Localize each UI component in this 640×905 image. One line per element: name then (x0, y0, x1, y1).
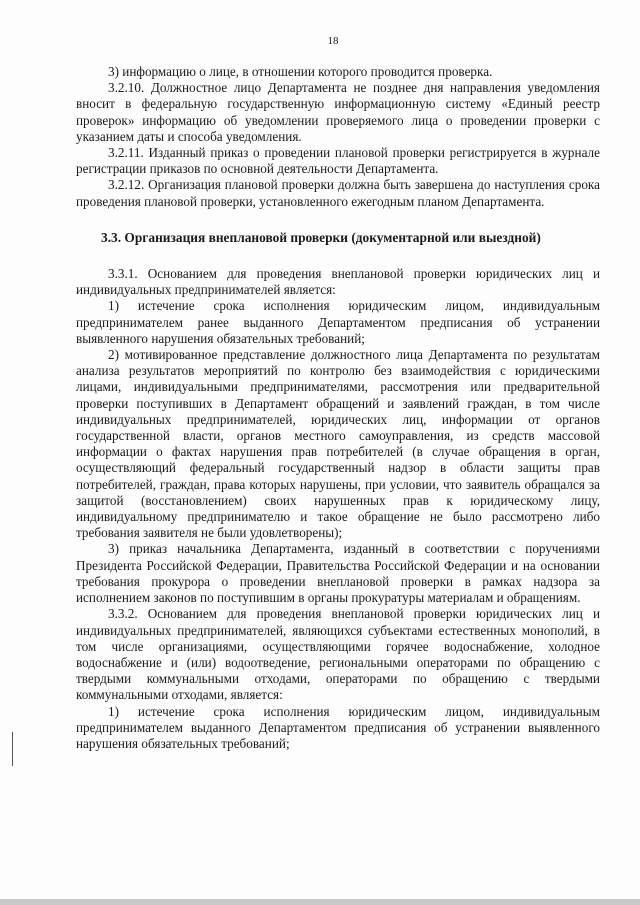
scan-margin-mark (12, 732, 13, 766)
scan-bottom-edge (0, 899, 640, 905)
paragraph-3-3-1: 3.3.1. Основанием для проведения внеплановой проверки юридических лиц и индивидуальных предпринимателей является: (76, 266, 600, 298)
paragraph-3-2-12: 3.2.12. Организация плановой проверки должна быть завершена до наступления срока проведения плановой проверки, установленного ежегодным планом Департамента. (76, 177, 600, 209)
paragraph-3-3-1-item-3: 3) приказ начальника Департамента, изданный в соответствии с поручениями Президента Российской Федерации, Правительства Российской Федерации и на основании требования прокурора о проведении внеплановой проверки в рамках надзора за исполнением законов по поступившим в органы прокуратуры материалам и обращениям. (76, 541, 600, 606)
section-heading-3-3: 3.3. Организация внеплановой проверки (документарной или выездной) (101, 229, 541, 245)
paragraph-3-3-2: 3.3.2. Основанием для проведения внеплановой проверки юридических лиц и индивидуальных предпринимателей, являющихся субъектами естественных монополий, в том числе организациями, осуществляющими горячее водоснабжение, холодное водоснабжение и (или) водоотведение, региональными операторами по обращению с твердыми коммунальными отходами, операторами по обращению с твердыми коммунальными отходами, является: (76, 606, 600, 703)
paragraph-3-2-9-item-3: 3) информацию о лице, в отношении которого проводится проверка. (108, 64, 493, 79)
page-number: 18 (327, 35, 339, 47)
paragraph-3-2-11: 3.2.11. Изданный приказ о проведении плановой проверки регистрируется в журнале регистрации приказов по основной деятельности Департамента. (76, 145, 600, 177)
paragraph-3-3-1-item-2: 2) мотивированное представление должностного лица Департамента по результатам анализа результатов мероприятий по контролю без взаимодействия с юридическими лицами, индивидуальными предпринимателями, рассмотрения или предварительной проверки поступивших в Департамент обращений и заявлений граждан, в том числе индивидуальных предпринимателей, юридических лиц, информации от органов государственной власти, органов местного самоуправления, из средств массовой информации о фактах нарушения прав потребителей (в случае обращения в орган, осуществляющий федеральный государственный надзор в области защиты прав потребителей, граждан, права которых нарушены, при условии, что заявитель обращался за защитой (восстановлением) своих нарушенных прав к юридическому лицу, индивидуальному предпринимателю и такое обращение не было рассмотрено либо требования заявителя не были удовлетворены); (76, 347, 600, 541)
paragraph-3-3-2-item-1: 1) истечение срока исполнения юридическим лицом, индивидуальным предпринимателем выданного Департаментом предписания об устранении выявленного нарушения обязательных требований; (76, 703, 600, 751)
paragraph-3-3-1-item-1: 1) истечение срока исполнения юридическим лицом, индивидуальным предпринимателем ранее выданного Департаментом предписания об устранении выявленного нарушения обязательных требований; (76, 298, 600, 346)
paragraph-3-2-10: 3.2.10. Должностное лицо Департамента не позднее дня направления уведомления вносит в федеральную государственную информационную систему «Единый реестр проверок» информацию об уведомлении проверяемого лица о проведении проверки с указанием даты и способа уведомления. (76, 80, 600, 144)
